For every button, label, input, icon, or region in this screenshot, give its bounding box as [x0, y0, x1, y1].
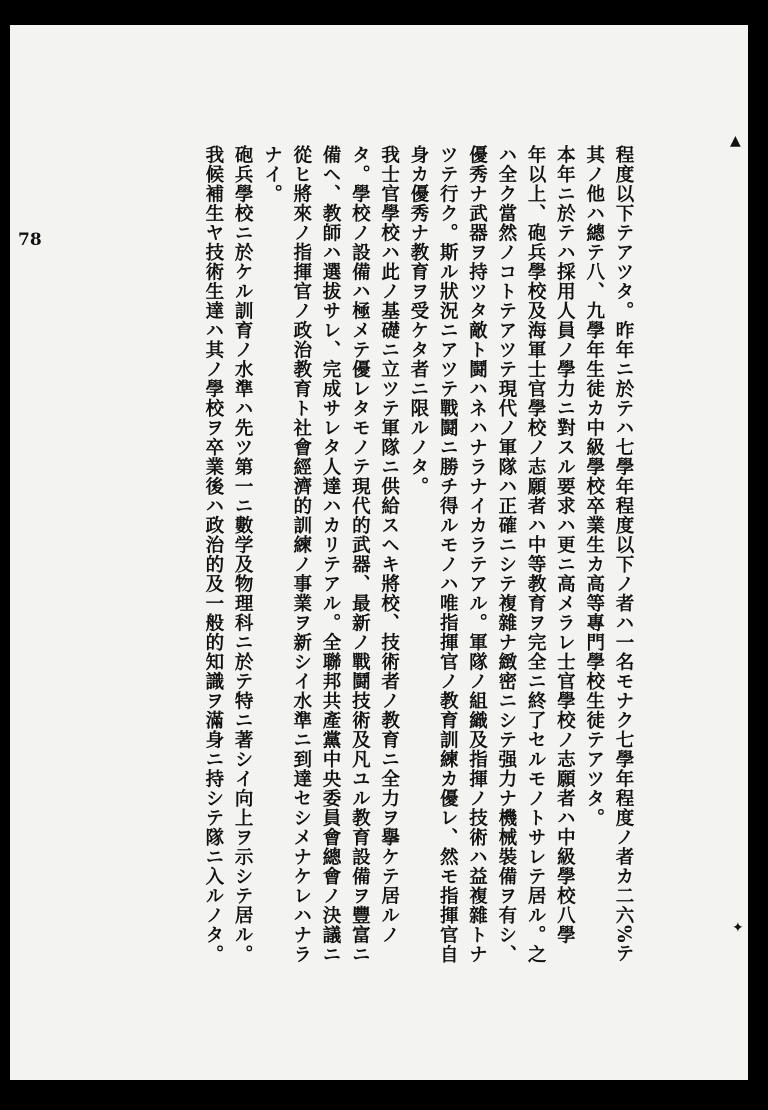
text-line: 優秀ナ武器ヲ持ツタ敵ト鬪ハネハナラナイカラテアル。軍隊ノ組織及指揮ノ技術ハ益複雜トナ: [466, 145, 488, 964]
page-number: 78: [18, 230, 42, 250]
text-line: 從ヒ將來ノ指揮官ノ政治教育ト社會經濟的訓練ノ事業ヲ新シイ水準ニ到達セシメナケレハナラ: [290, 145, 312, 964]
text-line: 本年ニ於テハ採用人員ノ學力ニ對スル要求ハ更ニ高メラレ士官學校ノ志願者ハ中級學校八學: [554, 145, 576, 945]
margin-mark-bottom: ✦: [732, 920, 744, 936]
text-line: 其ノ他ハ總テ八、九學年生徒カ中級學校卒業生カ高等專門學校生徒テアツタ。: [583, 145, 605, 828]
vertical-text-block: [199, 145, 638, 1035]
text-line: 年以上、砲兵學校及海軍士官學校ノ志願者ハ中等教育ヲ完全ニ終了セルモノトサレテ居ル。之: [525, 145, 547, 964]
text-line: 程度以下テアツタ。昨年ニ於テハ七學年程度以下ノ者ハ一名モナク七學年程度ノ者カ二六%テ: [613, 145, 634, 964]
text-line: 我士官學校ハ此ノ基礎ニ立ツテ軍隊ニ供給スヘキ將校、技術者ノ教育ニ全力ヲ擧ケテ居ルノ: [378, 145, 400, 945]
margin-mark-top: ▲: [730, 133, 741, 149]
text-line: タ。學校ノ設備ハ極メテ優レタモノテ現代的武器、最新ノ戰鬪技術及凡ユル教育設備ヲ豐富ニ: [349, 145, 371, 964]
text-line: ナイ。: [261, 145, 283, 204]
text-line: ハ全ク當然ノコトテアツテ現代ノ軍隊ハ正確ニシテ複雜ナ緻密ニシテ强力ナ機械裝備ヲ有シ、: [495, 145, 517, 964]
text-line: 備ヘ、教師ハ選拔サレ、完成サレタ人達ハカリテアル。全聯邦共產黨中央委員會總會ノ決議ニ: [320, 145, 342, 964]
text-line: 身カ優秀ナ教育ヲ受ケタ者ニ限ルノタ。: [407, 145, 429, 496]
text-line: 砲兵學校ニ於ケル訓育ノ水準ハ先ツ第一ニ數学及物理科ニ於テ特ニ著シイ向上ヲ示シテ居ル。: [232, 145, 254, 964]
text-line: 我候補生ヤ技術生達ハ其ノ學校ヲ卒業後ハ政治的及一般的知識ヲ滿身ニ持シテ隊ニ入ルノタ。: [202, 145, 224, 964]
document-page: [10, 25, 748, 1080]
text-line: ツテ行ク。斯ル狀況ニアツテ戰鬪ニ勝チ得ルモノハ唯指揮官ノ教育訓練カ優レ、然モ指揮官自: [437, 145, 459, 964]
